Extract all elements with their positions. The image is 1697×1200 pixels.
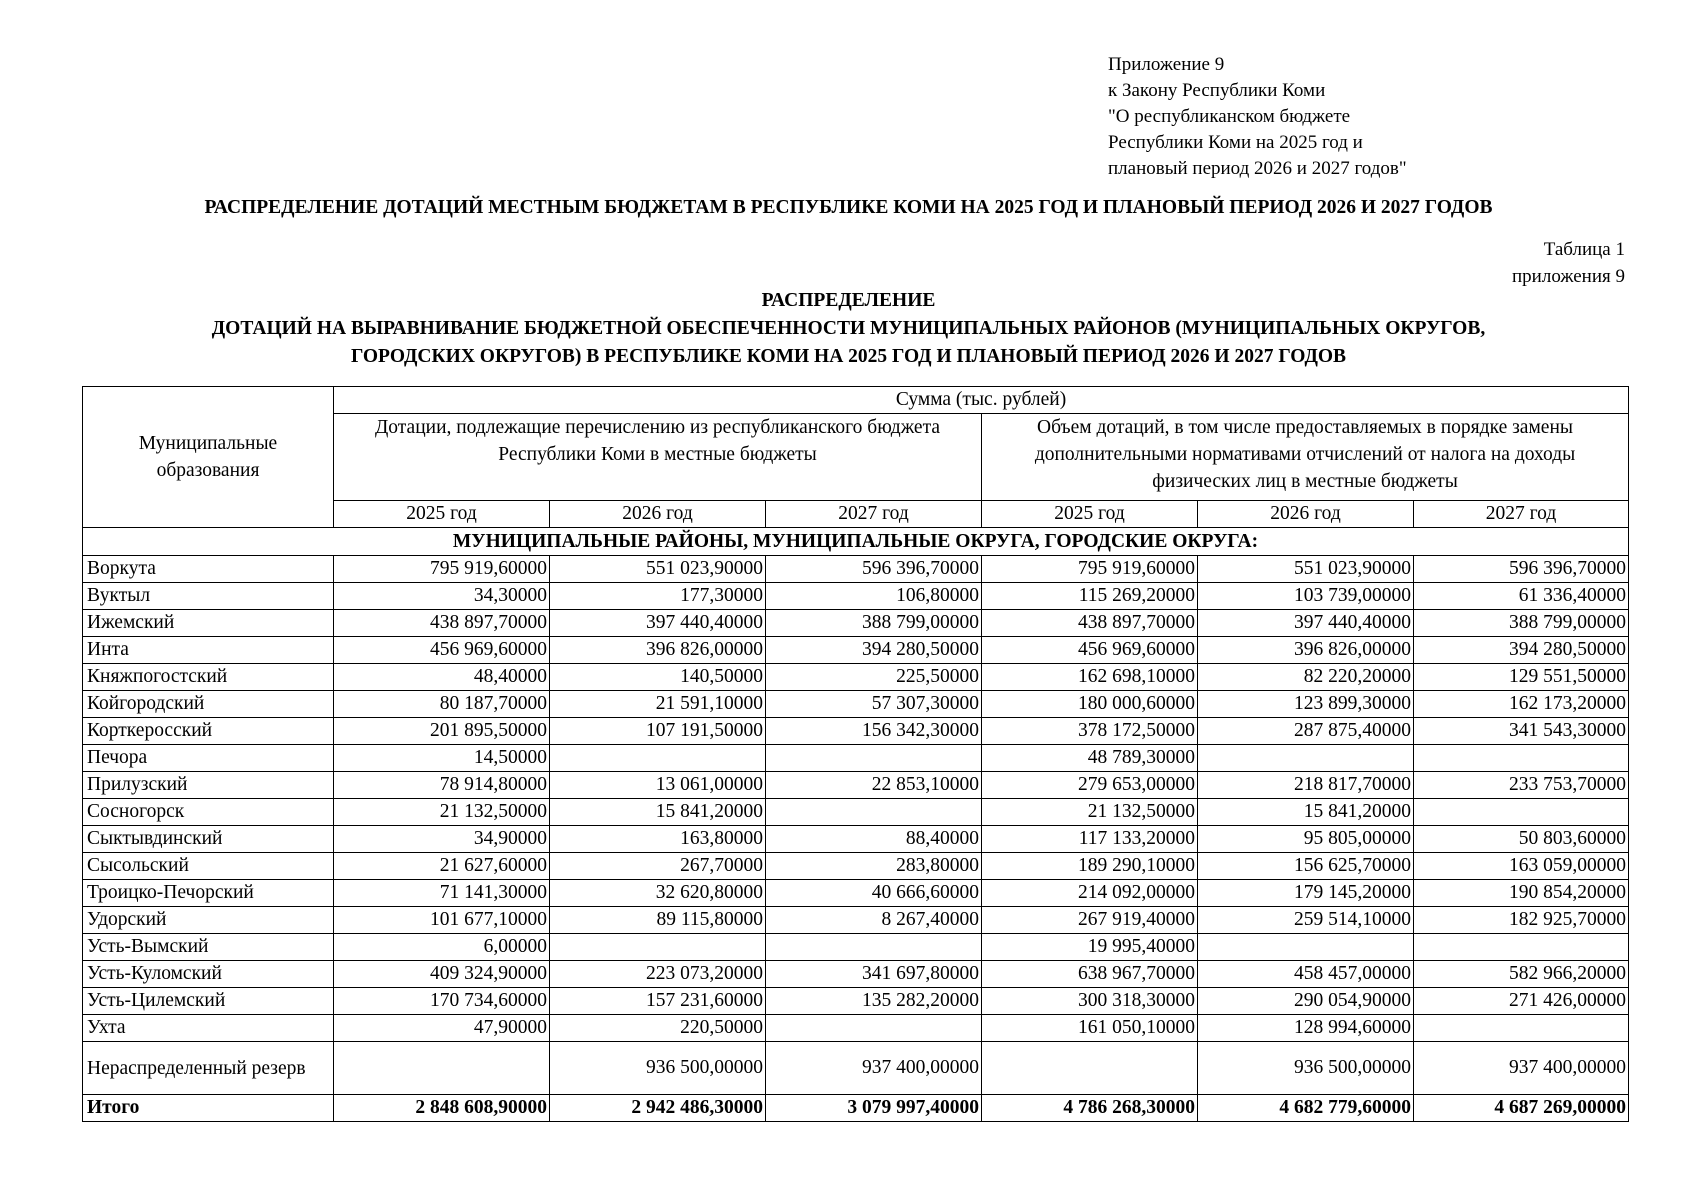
appendix-line: "О республиканском бюджете <box>1108 106 1351 127</box>
amount-cell: 937 400,00000 <box>766 1042 982 1095</box>
amount-cell: 456 969,60000 <box>982 637 1198 664</box>
amount-cell: 596 396,70000 <box>1414 556 1629 583</box>
total-cell: 4 687 269,00000 <box>1414 1095 1629 1122</box>
table-title-line: ГОРОДСКИХ ОКРУГОВ) В РЕСПУБЛИКЕ КОМИ НА 2025 ГОД И ПЛАНОВЫЙ ПЕРИОД 2026 И 2027 ГОДОВ <box>350 346 1347 367</box>
amount-cell <box>766 799 982 826</box>
total-cell: 4 682 779,60000 <box>1198 1095 1414 1122</box>
appendix-line: Республики Коми на 2025 год и <box>1108 132 1363 153</box>
municipality-name: Корткеросский <box>83 718 334 745</box>
amount-cell <box>766 1015 982 1042</box>
amount-cell: 162 698,10000 <box>982 664 1198 691</box>
total-row <box>83 1095 1629 1122</box>
amount-cell: 394 280,50000 <box>1414 637 1629 664</box>
amount-cell: 48 789,30000 <box>982 745 1198 772</box>
amount-cell: 456 969,60000 <box>334 637 550 664</box>
amount-cell: 80 187,70000 <box>334 691 550 718</box>
table-row <box>83 583 1629 610</box>
section-row <box>83 528 1629 556</box>
amount-cell: 182 925,70000 <box>1414 907 1629 934</box>
amount-cell: 15 841,20000 <box>550 799 766 826</box>
amount-cell: 214 092,00000 <box>982 880 1198 907</box>
amount-cell: 103 739,00000 <box>1198 583 1414 610</box>
amount-cell <box>334 1042 550 1095</box>
amount-cell: 40 666,60000 <box>766 880 982 907</box>
table-row <box>83 826 1629 853</box>
amount-cell <box>1414 799 1629 826</box>
amount-cell <box>550 934 766 961</box>
amount-cell: 638 967,70000 <box>982 961 1198 988</box>
amount-cell: 189 290,10000 <box>982 853 1198 880</box>
header-sum: Сумма (тыс. рублей) <box>334 387 1629 414</box>
amount-cell <box>1414 934 1629 961</box>
amount-cell: 388 799,00000 <box>766 610 982 637</box>
table-row <box>83 745 1629 772</box>
amount-cell: 47,90000 <box>334 1015 550 1042</box>
table-row <box>83 718 1629 745</box>
amount-cell: 50 803,60000 <box>1414 826 1629 853</box>
amount-cell: 34,30000 <box>334 583 550 610</box>
table-row <box>83 637 1629 664</box>
amount-cell: 21 132,50000 <box>982 799 1198 826</box>
total-cell: 2 848 608,90000 <box>334 1095 550 1122</box>
amount-cell: 396 826,00000 <box>550 637 766 664</box>
table-title <box>0 287 1697 371</box>
table-label <box>1512 236 1625 290</box>
table-row <box>83 907 1629 934</box>
amount-cell: 19 995,40000 <box>982 934 1198 961</box>
amount-cell: 233 753,70000 <box>1414 772 1629 799</box>
table-row <box>83 772 1629 799</box>
amount-cell: 341 697,80000 <box>766 961 982 988</box>
amount-cell: 300 318,30000 <box>982 988 1198 1015</box>
amount-cell <box>1414 745 1629 772</box>
table-row <box>83 556 1629 583</box>
municipality-name: Усть-Куломский <box>83 961 334 988</box>
appendix-line: плановый период 2026 и 2027 годов" <box>1108 158 1407 179</box>
table-row <box>83 799 1629 826</box>
amount-cell: 438 897,70000 <box>334 610 550 637</box>
amount-cell: 15 841,20000 <box>1198 799 1414 826</box>
table-row <box>83 1042 1629 1095</box>
municipality-name: Койгородский <box>83 691 334 718</box>
municipality-name: Ижемский <box>83 610 334 637</box>
amount-cell <box>550 745 766 772</box>
amount-cell: 201 895,50000 <box>334 718 550 745</box>
amount-cell: 21 627,60000 <box>334 853 550 880</box>
amount-cell: 341 543,30000 <box>1414 718 1629 745</box>
amount-cell: 21 591,10000 <box>550 691 766 718</box>
amount-cell <box>1198 934 1414 961</box>
appendix-line: Приложение 9 <box>1108 54 1225 75</box>
amount-cell: 22 853,10000 <box>766 772 982 799</box>
amount-cell: 48,40000 <box>334 664 550 691</box>
amount-cell: 61 336,40000 <box>1414 583 1629 610</box>
municipality-name: Нераспределенный резерв <box>83 1042 334 1095</box>
header-group-transfers: Дотации, подлежащие перечислению из республиканского бюджета Республики Коми в местные бюджеты <box>334 414 982 501</box>
table-row <box>83 664 1629 691</box>
amount-cell: 128 994,60000 <box>1198 1015 1414 1042</box>
main-title: РАСПРЕДЕЛЕНИЕ ДОТАЦИЙ МЕСТНЫМ БЮДЖЕТАМ В РЕСПУБЛИКЕ КОМИ НА 2025 ГОД И ПЛАНОВЫЙ ПЕРИОД 2026 И 2027 ГОДОВ <box>204 197 1493 218</box>
amount-cell: 71 141,30000 <box>334 880 550 907</box>
amount-cell: 795 919,60000 <box>334 556 550 583</box>
amount-cell: 267,70000 <box>550 853 766 880</box>
amount-cell: 177,30000 <box>550 583 766 610</box>
table-row <box>83 1015 1629 1042</box>
municipality-name: Прилузский <box>83 772 334 799</box>
amount-cell: 396 826,00000 <box>1198 637 1414 664</box>
table-row <box>83 961 1629 988</box>
municipality-name: Усть-Цилемский <box>83 988 334 1015</box>
amount-cell: 157 231,60000 <box>550 988 766 1015</box>
table-label-line: Таблица 1 <box>1543 239 1625 260</box>
amount-cell: 394 280,50000 <box>766 637 982 664</box>
amount-cell: 223 073,20000 <box>550 961 766 988</box>
municipality-name: Сыктывдинский <box>83 826 334 853</box>
municipality-name: Воркута <box>83 556 334 583</box>
amount-cell <box>1414 1015 1629 1042</box>
amount-cell: 937 400,00000 <box>1414 1042 1629 1095</box>
amount-cell: 89 115,80000 <box>550 907 766 934</box>
amount-cell: 106,80000 <box>766 583 982 610</box>
amount-cell <box>1198 745 1414 772</box>
amount-cell: 163,80000 <box>550 826 766 853</box>
appendix-line: к Закону Республики Коми <box>1108 80 1326 101</box>
header-group-volume: Объем дотаций, в том числе предоставляемых в порядке замены дополнительными нормативами отчислений от налога на доходы физических лиц в местные бюджеты <box>982 414 1629 501</box>
amount-cell: 156 342,30000 <box>766 718 982 745</box>
amount-cell: 32 620,80000 <box>550 880 766 907</box>
table-row <box>83 934 1629 961</box>
header-year: 2027 год <box>766 501 982 528</box>
amount-cell: 107 191,50000 <box>550 718 766 745</box>
amount-cell: 190 854,20000 <box>1414 880 1629 907</box>
amount-cell: 438 897,70000 <box>982 610 1198 637</box>
amount-cell: 163 059,00000 <box>1414 853 1629 880</box>
amount-cell: 397 440,40000 <box>550 610 766 637</box>
municipality-name: Инта <box>83 637 334 664</box>
amount-cell: 582 966,20000 <box>1414 961 1629 988</box>
municipality-name: Ухта <box>83 1015 334 1042</box>
amount-cell: 115 269,20000 <box>982 583 1198 610</box>
amount-cell: 78 914,80000 <box>334 772 550 799</box>
amount-cell: 279 653,00000 <box>982 772 1198 799</box>
table-row <box>83 853 1629 880</box>
municipality-name: Княжпогостский <box>83 664 334 691</box>
municipality-name: Удорский <box>83 907 334 934</box>
municipality-name: Вуктыл <box>83 583 334 610</box>
amount-cell: 259 514,10000 <box>1198 907 1414 934</box>
header-year: 2025 год <box>982 501 1198 528</box>
amount-cell: 162 173,20000 <box>1414 691 1629 718</box>
municipality-name: Троицко-Печорский <box>83 880 334 907</box>
amount-cell: 551 023,90000 <box>1198 556 1414 583</box>
amount-cell: 117 133,20000 <box>982 826 1198 853</box>
amount-cell: 283,80000 <box>766 853 982 880</box>
amount-cell: 225,50000 <box>766 664 982 691</box>
table-row <box>83 691 1629 718</box>
table-row <box>83 988 1629 1015</box>
amount-cell: 596 396,70000 <box>766 556 982 583</box>
municipality-name: Усть-Вымский <box>83 934 334 961</box>
table-title-line: ДОТАЦИЙ НА ВЫРАВНИВАНИЕ БЮДЖЕТНОЙ ОБЕСПЕЧЕННОСТИ МУНИЦИПАЛЬНЫХ РАЙОНОВ (МУНИЦИПАЛЬНЫХ ОКРУГОВ, <box>211 318 1486 339</box>
total-cell: 2 942 486,30000 <box>550 1095 766 1122</box>
amount-cell: 123 899,30000 <box>1198 691 1414 718</box>
amount-cell <box>766 934 982 961</box>
amount-cell: 271 426,00000 <box>1414 988 1629 1015</box>
amount-cell: 57 307,30000 <box>766 691 982 718</box>
municipality-name: Печора <box>83 745 334 772</box>
appendix-note <box>1108 52 1407 182</box>
subsidy-table <box>82 386 1629 1122</box>
amount-cell: 8 267,40000 <box>766 907 982 934</box>
amount-cell: 267 919,40000 <box>982 907 1198 934</box>
header-municipal: Муниципальные образования <box>83 387 334 528</box>
table-title-line: РАСПРЕДЕЛЕНИЕ <box>761 290 936 311</box>
amount-cell: 6,00000 <box>334 934 550 961</box>
table-label-line: приложения 9 <box>1512 266 1625 287</box>
amount-cell: 13 061,00000 <box>550 772 766 799</box>
header-year: 2025 год <box>334 501 550 528</box>
total-label: Итого <box>83 1095 334 1122</box>
amount-cell: 409 324,90000 <box>334 961 550 988</box>
total-cell: 4 786 268,30000 <box>982 1095 1198 1122</box>
amount-cell: 397 440,40000 <box>1198 610 1414 637</box>
table-row <box>83 610 1629 637</box>
amount-cell: 34,90000 <box>334 826 550 853</box>
amount-cell: 161 050,10000 <box>982 1015 1198 1042</box>
amount-cell: 220,50000 <box>550 1015 766 1042</box>
amount-cell: 378 172,50000 <box>982 718 1198 745</box>
total-cell: 3 079 997,40000 <box>766 1095 982 1122</box>
amount-cell: 218 817,70000 <box>1198 772 1414 799</box>
amount-cell <box>982 1042 1198 1095</box>
table-row <box>83 880 1629 907</box>
amount-cell: 180 000,60000 <box>982 691 1198 718</box>
amount-cell: 936 500,00000 <box>1198 1042 1414 1095</box>
header-year: 2027 год <box>1414 501 1629 528</box>
municipality-name: Сысольский <box>83 853 334 880</box>
amount-cell: 101 677,10000 <box>334 907 550 934</box>
amount-cell: 170 734,60000 <box>334 988 550 1015</box>
amount-cell: 95 805,00000 <box>1198 826 1414 853</box>
amount-cell: 936 500,00000 <box>550 1042 766 1095</box>
amount-cell: 135 282,20000 <box>766 988 982 1015</box>
amount-cell: 21 132,50000 <box>334 799 550 826</box>
amount-cell: 551 023,90000 <box>550 556 766 583</box>
municipality-name: Сосногорск <box>83 799 334 826</box>
amount-cell: 156 625,70000 <box>1198 853 1414 880</box>
amount-cell <box>766 745 982 772</box>
amount-cell: 88,40000 <box>766 826 982 853</box>
amount-cell: 795 919,60000 <box>982 556 1198 583</box>
header-year: 2026 год <box>1198 501 1414 528</box>
header-year: 2026 год <box>550 501 766 528</box>
amount-cell: 287 875,40000 <box>1198 718 1414 745</box>
amount-cell: 290 054,90000 <box>1198 988 1414 1015</box>
amount-cell: 388 799,00000 <box>1414 610 1629 637</box>
amount-cell: 14,50000 <box>334 745 550 772</box>
amount-cell: 179 145,20000 <box>1198 880 1414 907</box>
amount-cell: 140,50000 <box>550 664 766 691</box>
amount-cell: 82 220,20000 <box>1198 664 1414 691</box>
section-heading: МУНИЦИПАЛЬНЫЕ РАЙОНЫ, МУНИЦИПАЛЬНЫЕ ОКРУГА, ГОРОДСКИЕ ОКРУГА: <box>83 528 1629 556</box>
amount-cell: 458 457,00000 <box>1198 961 1414 988</box>
amount-cell: 129 551,50000 <box>1414 664 1629 691</box>
